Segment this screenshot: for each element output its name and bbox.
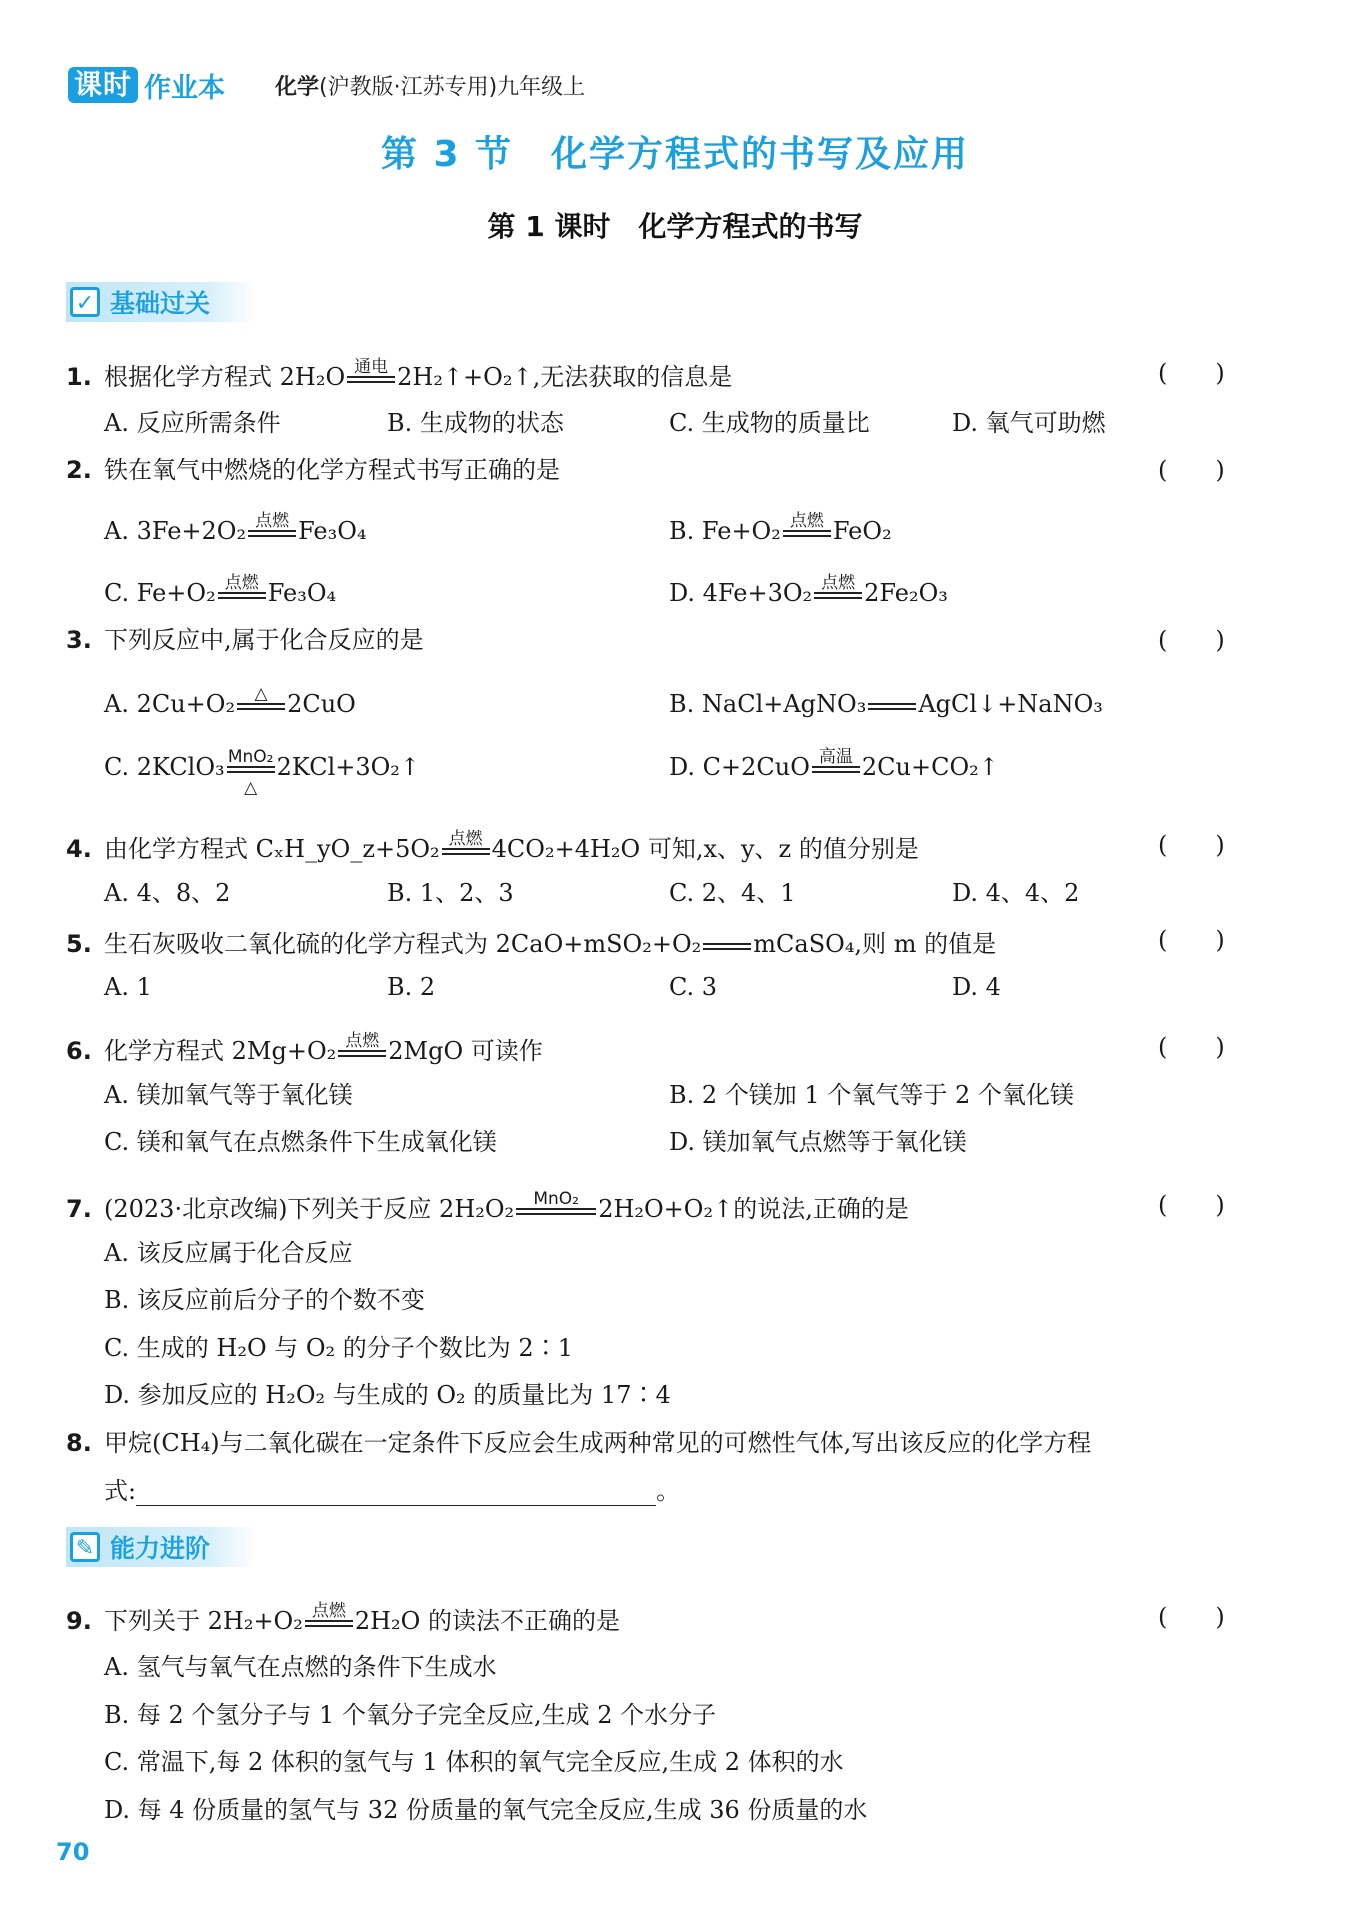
option: D. 4 (952, 973, 1001, 1001)
option: B. 每 2 个氢分子与 1 个氧分子完全反应,生成 2 个水分子 (104, 1701, 717, 1729)
checkbox-icon: ✓ (70, 287, 100, 317)
option: B. Fe+O₂ 点燃 FeO₂ (669, 511, 892, 545)
option: A. 该反应属于化合反应 (104, 1239, 353, 1267)
option: D. 4Fe+3O₂ 点燃 2Fe₂O₃ (669, 573, 948, 607)
option: C. 常温下,每 2 体积的氢气与 1 体积的氧气完全反应,生成 2 体积的水 (104, 1748, 844, 1776)
answer-blank[interactable] (136, 1479, 656, 1506)
banner-advanced (66, 1527, 256, 1567)
option: B. 生成物的状态 (387, 409, 564, 437)
question-2: 2. 铁在氧气中燃烧的化学方程式书写正确的是 (66, 456, 560, 484)
question-5: 5. 生石灰吸收二氧化硫的化学方程式为 2CaO+mSO₂+O₂ mCaSO₄,则 m 的值是 (66, 930, 997, 958)
option: B. 2 个镁加 1 个氧气等于 2 个氧化镁 (669, 1081, 1074, 1109)
question-8: 8. 甲烷(CH₄)与二氧化碳在一定条件下反应会生成两种常见的可燃性气体,写出该反应的化学方程 (66, 1429, 1092, 1457)
option: C. 生成的 H₂O 与 O₂ 的分子个数比为 2∶1 (104, 1334, 573, 1362)
option: A. 2Cu+O₂ △ 2CuO (104, 684, 356, 718)
option: A. 3Fe+2O₂ 点燃 Fe₃O₄ (104, 511, 367, 545)
answer-bracket[interactable]: ( ) (1158, 1603, 1225, 1631)
option: A. 反应所需条件 (104, 409, 281, 437)
option: B. 该反应前后分子的个数不变 (104, 1286, 425, 1314)
question-8-answer-line: 式: 。 (104, 1477, 681, 1505)
option: C. 生成物的质量比 (669, 409, 870, 437)
question-4: 4. 由化学方程式 CₓH_yO_z+5O₂ 点燃 4CO₂+4H₂O 可知,x、y、z 的值分别是 (66, 829, 919, 863)
option: D. 每 4 份质量的氢气与 32 份质量的氧气完全反应,生成 36 份质量的水 (104, 1796, 868, 1824)
answer-bracket[interactable]: ( ) (1158, 456, 1225, 484)
option: A. 4、8、2 (104, 879, 231, 907)
option: C. 3 (669, 973, 718, 1001)
header-subject (275, 70, 585, 101)
brand (68, 66, 225, 104)
banner-basic-label: 基础过关 (110, 289, 211, 318)
option: A. 氢气与氧气在点燃的条件下生成水 (104, 1653, 497, 1681)
option: A. 1 (104, 973, 152, 1001)
option: C. 2KClO₃ MnO₂ △ 2KCl+3O₂↑ (104, 747, 421, 798)
option: B. 1、2、3 (387, 879, 514, 907)
pencil-icon: ✎ (70, 1532, 100, 1562)
answer-bracket[interactable]: ( ) (1158, 626, 1225, 654)
answer-bracket[interactable]: ( ) (1158, 1191, 1225, 1219)
banner-advanced-label: 能力进阶 (110, 1534, 211, 1563)
reaction-condition: 通电 (347, 358, 395, 392)
section-title: 第 3 节 化学方程式的书写及应用 (380, 134, 970, 175)
option: C. 镁和氧气在点燃条件下生成氧化镁 (104, 1128, 497, 1156)
question-1: 1. 根据化学方程式 2H₂O 通电 2H₂↑+O₂↑,无法获取的信息是 (66, 357, 733, 391)
question-9: 9. 下列关于 2H₂+O₂ 点燃 2H₂O 的读法不正确的是 (66, 1601, 620, 1635)
lesson-title: 第 1 课时 化学方程式的书写 (487, 210, 863, 243)
option: C. 2、4、1 (669, 879, 796, 907)
option: A. 镁加氧气等于氧化镁 (104, 1081, 353, 1109)
answer-bracket[interactable]: ( ) (1158, 926, 1225, 954)
option: D. 氧气可助燃 (952, 409, 1106, 437)
option: D. 4、4、2 (952, 879, 1080, 907)
option: D. C+2CuO 高温 2Cu+CO₂↑ (669, 747, 999, 781)
subject-name: 化学 (275, 75, 320, 100)
brand-name: 作业本 (144, 72, 226, 104)
option: D. 参加反应的 H₂O₂ 与生成的 O₂ 的质量比为 17∶4 (104, 1381, 671, 1409)
question-3: 3. 下列反应中,属于化合反应的是 (66, 626, 424, 654)
option: C. Fe+O₂ 点燃 Fe₃O₄ (104, 573, 337, 607)
question-7: 7. (2023·北京改编)下列关于反应 2H₂O₂ MnO₂ 2H₂O+O₂↑的说法,正确的是 (66, 1189, 909, 1223)
answer-bracket[interactable]: ( ) (1158, 359, 1225, 387)
page-number: 70 (56, 1838, 90, 1866)
answer-bracket[interactable]: ( ) (1158, 1033, 1225, 1061)
banner-basic (66, 282, 256, 322)
question-6: 6. 化学方程式 2Mg+O₂ 点燃 2MgO 可读作 (66, 1031, 543, 1065)
brand-logo: 课时 (68, 67, 138, 103)
answer-bracket[interactable]: ( ) (1158, 831, 1225, 859)
option: D. 镁加氧气点燃等于氧化镁 (669, 1128, 967, 1156)
subject-edition: (沪教版·江苏专用)九年级上 (319, 75, 586, 100)
option: B. 2 (387, 973, 436, 1001)
option: B. NaCl+AgNO₃ AgCl↓+NaNO₃ (669, 690, 1103, 718)
